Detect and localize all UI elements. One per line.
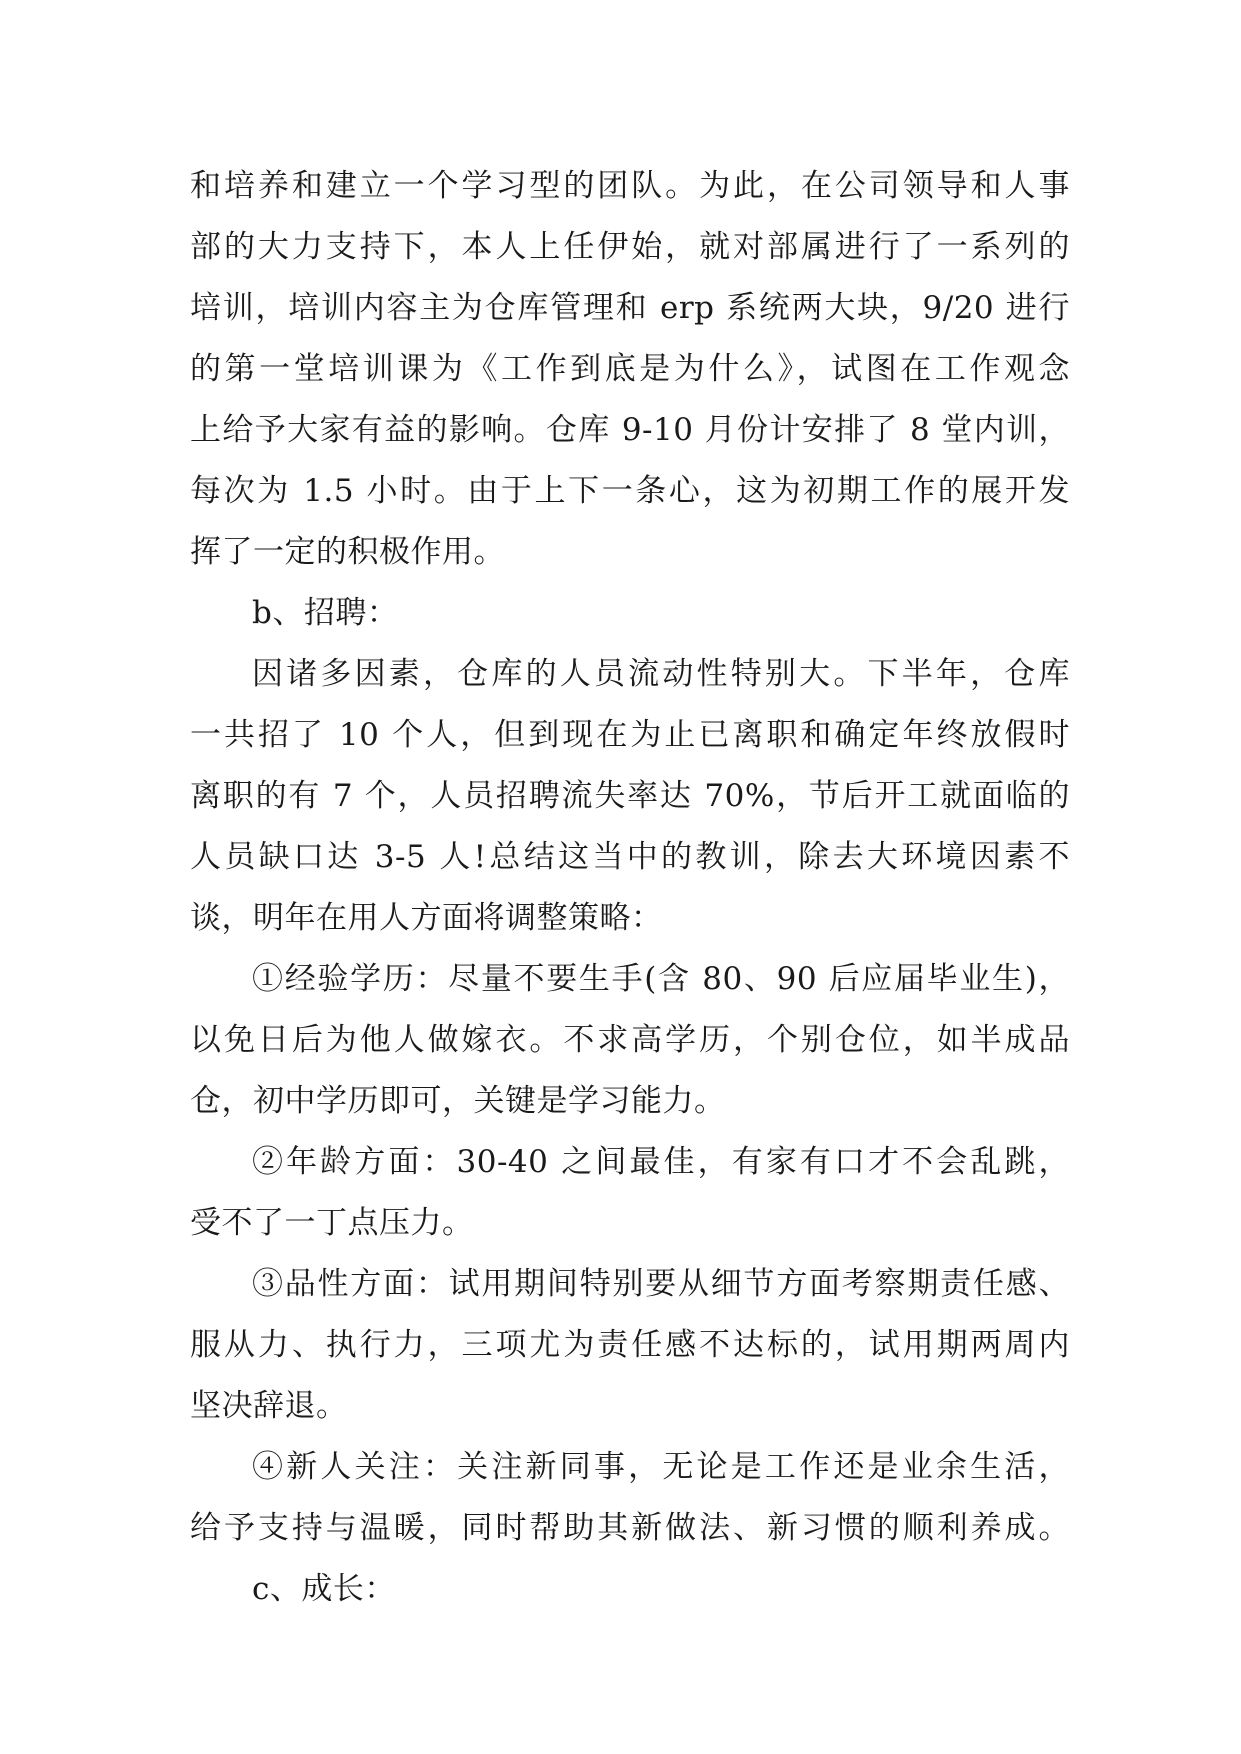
text-line: 谈，明年在用人方面将调整策略： bbox=[190, 900, 663, 936]
text-line: 给予支持与温暖，同时帮助其新做法、新习惯的顺利养成。 bbox=[190, 1510, 1070, 1546]
text-line: 每次为 1.5 小时。由于上下一条心，这为初期工作的展开发 bbox=[190, 473, 1070, 509]
text-line: 和培养和建立一个学习型的团队。为此，在公司领导和人事 bbox=[190, 168, 1070, 204]
section-heading-b: b、招聘： bbox=[252, 595, 399, 631]
text-line: 服从力、执行力，三项尤为责任感不达标的，试用期两周内 bbox=[190, 1327, 1070, 1363]
text-line: 人员缺口达 3-5 人!总结这当中的教训，除去大环境因素不 bbox=[190, 839, 1070, 875]
text-line: 受不了一丁点压力。 bbox=[190, 1205, 474, 1241]
text-line: 一共招了 10 个人，但到现在为止已离职和确定年终放假时 bbox=[190, 717, 1070, 753]
list-item-2: ②年龄方面：30-40 之间最佳，有家有口才不会乱跳， bbox=[252, 1144, 1070, 1180]
text-line: 仓，初中学历即可，关键是学习能力。 bbox=[190, 1083, 726, 1119]
text-line: 的第一堂培训课为《工作到底是为什么》，试图在工作观念 bbox=[190, 351, 1070, 387]
text-line: 挥了一定的积极作用。 bbox=[190, 534, 505, 570]
list-item-3: ③品性方面：试用期间特别要从细节方面考察期责任感、 bbox=[252, 1266, 1070, 1302]
list-item-1: ①经验学历：尽量不要生手(含 80、90 后应届毕业生)， bbox=[252, 961, 1070, 997]
text-line: 培训，培训内容主为仓库管理和 erp 系统两大块，9/20 进行 bbox=[190, 290, 1070, 326]
text-line: 上给予大家有益的影响。仓库 9-10 月份计安排了 8 堂内训， bbox=[190, 412, 1070, 448]
text-line: 坚决辞退。 bbox=[190, 1388, 348, 1424]
section-heading-c: c、成长： bbox=[252, 1571, 396, 1607]
paragraph-start: 因诸多因素，仓库的人员流动性特别大。下半年，仓库 bbox=[252, 656, 1070, 692]
document-body bbox=[190, 156, 1070, 1620]
list-item-4: ④新人关注：关注新同事，无论是工作还是业余生活， bbox=[252, 1449, 1070, 1485]
text-line: 离职的有 7 个，人员招聘流失率达 70%，节后开工就面临的 bbox=[190, 778, 1070, 814]
text-line: 以免日后为他人做嫁衣。不求高学历，个别仓位，如半成品 bbox=[190, 1022, 1070, 1058]
text-line: 部的大力支持下，本人上任伊始，就对部属进行了一系列的 bbox=[190, 229, 1070, 265]
